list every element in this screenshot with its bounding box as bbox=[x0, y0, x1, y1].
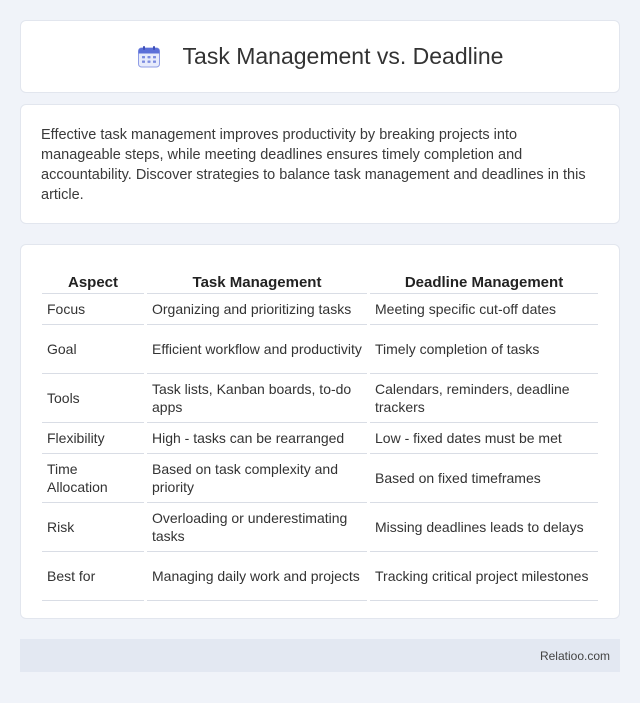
header-aspect: Aspect bbox=[42, 265, 144, 294]
task-cell: High - tasks can be rearranged bbox=[147, 423, 367, 454]
table-row bbox=[42, 454, 598, 503]
aspect-cell: Goal bbox=[42, 325, 144, 374]
deadline-cell: Missing deadlines leads to delays bbox=[370, 503, 598, 552]
intro-text: Effective task management improves productivity by breaking projects into manageable steps, while meeting deadlines ensures timely completion and accountability. Discover strategies to balance task management and deadlines in this article. bbox=[41, 127, 586, 203]
aspect-cell: Focus bbox=[42, 294, 144, 325]
deadline-cell: Timely completion of tasks bbox=[370, 325, 598, 374]
calendar-icon bbox=[137, 45, 161, 69]
table-row bbox=[42, 374, 598, 423]
task-cell: Managing daily work and projects bbox=[147, 552, 367, 601]
comparison-table bbox=[39, 265, 601, 601]
table-row bbox=[42, 552, 598, 601]
deadline-cell: Tracking critical project milestones bbox=[370, 552, 598, 601]
deadline-cell: Calendars, reminders, deadline trackers bbox=[370, 374, 598, 423]
table-row bbox=[42, 294, 598, 325]
table-row bbox=[42, 423, 598, 454]
deadline-cell: Meeting specific cut-off dates bbox=[370, 294, 598, 325]
comparison-card bbox=[20, 244, 620, 619]
table-row bbox=[42, 503, 598, 552]
footer bbox=[20, 639, 620, 672]
header-task-management: Task Management bbox=[147, 265, 367, 294]
title-card bbox=[20, 20, 620, 93]
task-cell: Based on task complexity and priority bbox=[147, 454, 367, 503]
header-deadline-management: Deadline Management bbox=[370, 265, 598, 294]
task-cell: Efficient workflow and productivity bbox=[147, 325, 367, 374]
deadline-cell: Low - fixed dates must be met bbox=[370, 423, 598, 454]
table-row bbox=[42, 325, 598, 374]
footer-brand: Relatioo.com bbox=[539, 648, 610, 663]
page-title: Task Management vs. Deadline bbox=[182, 43, 504, 69]
task-cell: Overloading or underestimating tasks bbox=[147, 503, 367, 552]
aspect-cell: Tools bbox=[42, 374, 144, 423]
table-header-row bbox=[42, 265, 598, 294]
aspect-cell: Flexibility bbox=[42, 423, 144, 454]
task-cell: Organizing and prioritizing tasks bbox=[147, 294, 367, 325]
aspect-cell: Risk bbox=[42, 503, 144, 552]
task-cell: Task lists, Kanban boards, to-do apps bbox=[147, 374, 367, 423]
aspect-cell: Best for bbox=[42, 552, 144, 601]
deadline-cell: Based on fixed timeframes bbox=[370, 454, 598, 503]
aspect-cell: Time Allocation bbox=[42, 454, 144, 503]
intro-card bbox=[20, 104, 620, 224]
